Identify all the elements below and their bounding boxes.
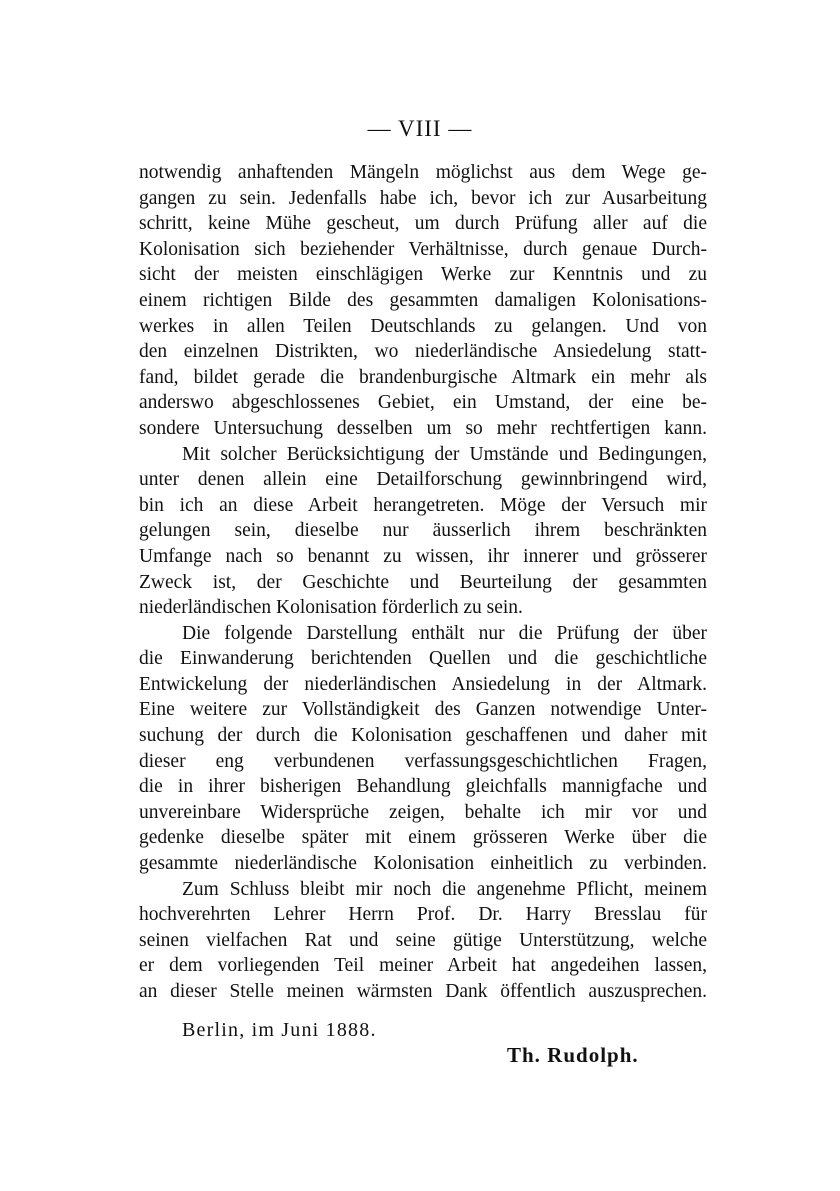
text-line: schritt, keine Mühe gescheut, um durch Prüfung aller auf die bbox=[139, 213, 707, 235]
text-line: unter denen allein eine Detailforschung gewinnbringend wird, bbox=[139, 469, 707, 491]
author-signature: Th. Rudolph. bbox=[507, 1043, 639, 1067]
text-line: die in ihrer bisherigen Behandlung gleichfalls mannigfache und bbox=[139, 776, 707, 798]
text-line: einem richtigen Bilde des gesammten damaligen Kolonisations- bbox=[139, 289, 707, 311]
text-line: Eine weitere zur Vollständigkeit des Ganzen notwendige Unter- bbox=[139, 699, 707, 721]
text-line: sondere Untersuchung desselben um so mehr rechtfertigen kann. bbox=[139, 417, 707, 439]
text-line: Mit solcher Berücksichtigung der Umstände und Bedingungen, bbox=[182, 443, 707, 465]
text-line: niederländischen Kolonisation förderlich zu sein. bbox=[139, 597, 523, 619]
text-line: anderswo abgeschlossenes Gebiet, ein Umstand, der eine be- bbox=[139, 392, 707, 414]
text-line: hochverehrten Lehrer Herrn Prof. Dr. Harry Bresslau für bbox=[139, 904, 707, 926]
text-line: dieser eng verbundenen verfassungsgeschichtlichen Fragen, bbox=[139, 750, 707, 772]
text-line: den einzelnen Distrikten, wo niederländische Ansiedelung statt- bbox=[139, 341, 707, 363]
text-line: Zum Schluss bleibt mir noch die angenehme Pflicht, meinem bbox=[182, 878, 707, 900]
text-line: die Einwanderung berichtenden Quellen und die geschichtliche bbox=[139, 648, 707, 670]
text-line: bin ich an diese Arbeit herangetreten. Möge der Versuch mir bbox=[139, 494, 707, 516]
text-line: unvereinbare Widersprüche zeigen, behalte ich mir vor und bbox=[139, 801, 707, 823]
text-line: gesammte niederländische Kolonisation einheitlich zu verbinden. bbox=[139, 853, 707, 875]
place-and-date: Berlin, im Juni 1888. bbox=[182, 1019, 377, 1041]
text-line: an dieser Stelle meinen wärmsten Dank öffentlich auszusprechen. bbox=[139, 981, 707, 1002]
body-text bbox=[139, 160, 707, 1005]
text-line: Kolonisation sich beziehender Verhältnisse, durch genaue Durch- bbox=[139, 238, 707, 260]
text-line: sicht der meisten einschlägigen Werke zur Kenntnis und zu bbox=[139, 264, 707, 286]
text-line: werkes in allen Teilen Deutschlands zu gelangen. Und von bbox=[139, 315, 707, 337]
text-line: Die folgende Darstellung enthält nur die Prüfung der über bbox=[182, 622, 707, 644]
text-line: Umfange nach so benannt zu wissen, ihr innerer und grösserer bbox=[139, 545, 707, 567]
text-line: gangen zu sein. Jedenfalls habe ich, bevor ich zur Ausarbeitung bbox=[139, 187, 707, 209]
text-line: fand, bildet gerade die brandenburgische Altmark ein mehr als bbox=[139, 366, 707, 388]
text-line: seinen vielfachen Rat und seine gütige Unterstützung, welche bbox=[139, 929, 707, 951]
text-line: Entwickelung der niederländischen Ansiedelung in der Altmark. bbox=[139, 673, 707, 695]
text-line: Zweck ist, der Geschichte und Beurteilung der gesammten bbox=[139, 571, 707, 593]
text-line: notwendig anhaftenden Mängeln möglichst aus dem Wege ge- bbox=[139, 162, 707, 183]
text-line: suchung der durch die Kolonisation geschaffenen und daher mit bbox=[139, 725, 707, 747]
text-line: gedenke dieselbe später mit einem grösseren Werke über die bbox=[139, 827, 707, 849]
page-header-roman-numeral: — VIII — bbox=[367, 116, 473, 141]
text-line: er dem vorliegenden Teil meiner Arbeit hat angedeihen lassen, bbox=[139, 955, 707, 977]
text-line: gelungen sein, dieselbe nur äusserlich ihrem beschränkten bbox=[139, 520, 707, 542]
